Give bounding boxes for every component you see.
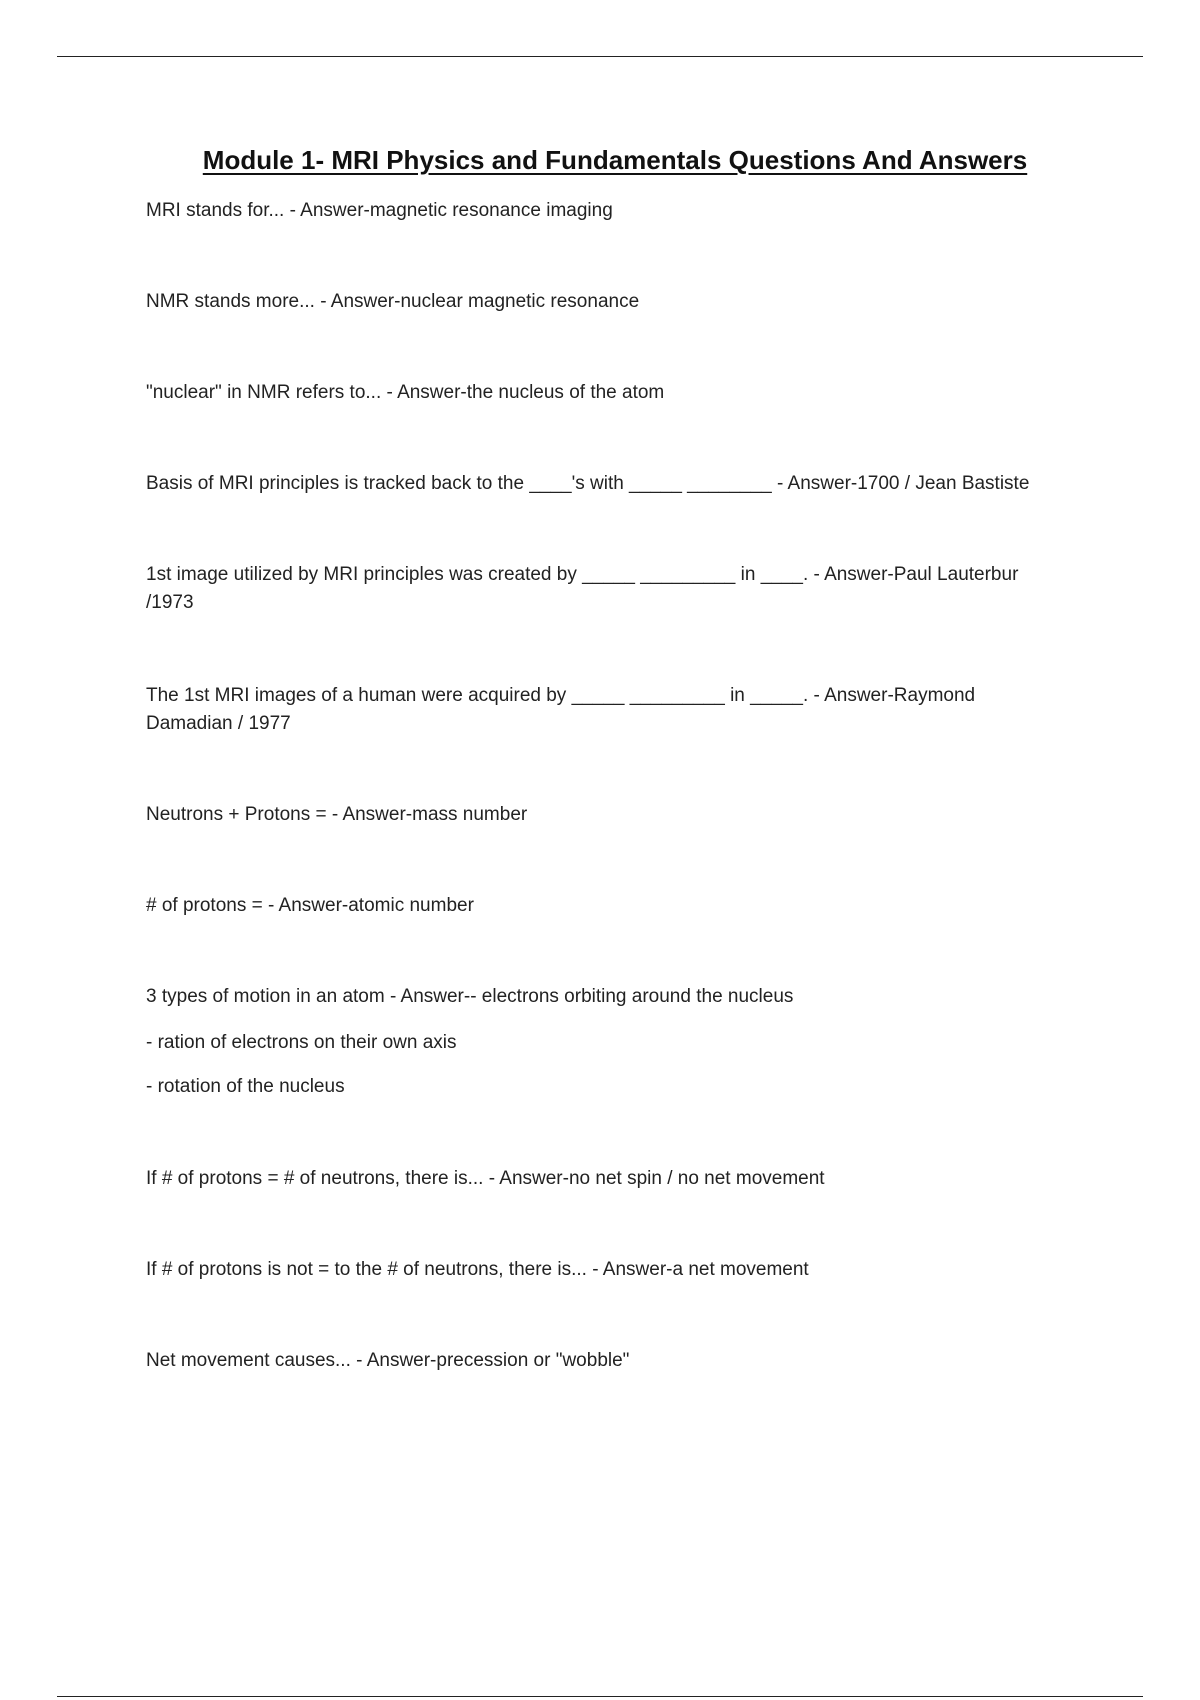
qa-item-mri-stands-for: MRI stands for... - Answer-magnetic resonance imaging: [146, 200, 613, 221]
motion-sub-item-axis: - ration of electrons on their own axis: [146, 1032, 457, 1053]
document-title: Module 1- MRI Physics and Fundamentals Questions And Answers: [202, 145, 1028, 175]
qa-item-motion-types: 3 types of motion in an atom - Answer-- electrons orbiting around the nucleus: [146, 986, 794, 1007]
qa-item-no-net-spin: If # of protons = # of neutrons, there is... - Answer-no net spin / no net movement: [146, 1168, 825, 1189]
qa-item-nuclear-meaning: "nuclear" in NMR refers to... - Answer-the nucleus of the atom: [146, 382, 665, 403]
motion-sub-item-nucleus: - rotation of the nucleus: [146, 1076, 345, 1097]
qa-item-mass-number: Neutrons + Protons = - Answer-mass number: [146, 804, 528, 825]
qa-item-mri-basis: Basis of MRI principles is tracked back to the ____'s with _____ ________ - Answer-1700 / Jean Bastiste: [146, 473, 1030, 494]
qa-item-atomic-number: # of protons = - Answer-atomic number: [146, 895, 474, 916]
top-rule: [57, 56, 1143, 57]
qa-item-first-human-image: The 1st MRI images of a human were acquired by _____ _________ in _____. - Answer-Raymond Damadian / 1977: [146, 685, 976, 734]
qa-item-first-image: 1st image utilized by MRI principles was created by _____ _________ in ____. - Answer-Paul Lauterbur /1973: [146, 564, 1019, 613]
qa-item-precession: Net movement causes... - Answer-precession or "wobble": [146, 1350, 630, 1371]
qa-item-net-movement: If # of protons is not = to the # of neutrons, there is... - Answer-a net movement: [146, 1259, 809, 1280]
bottom-rule: [57, 1696, 1143, 1697]
qa-item-nmr-stands-for: NMR stands more... - Answer-nuclear magnetic resonance: [146, 291, 640, 312]
